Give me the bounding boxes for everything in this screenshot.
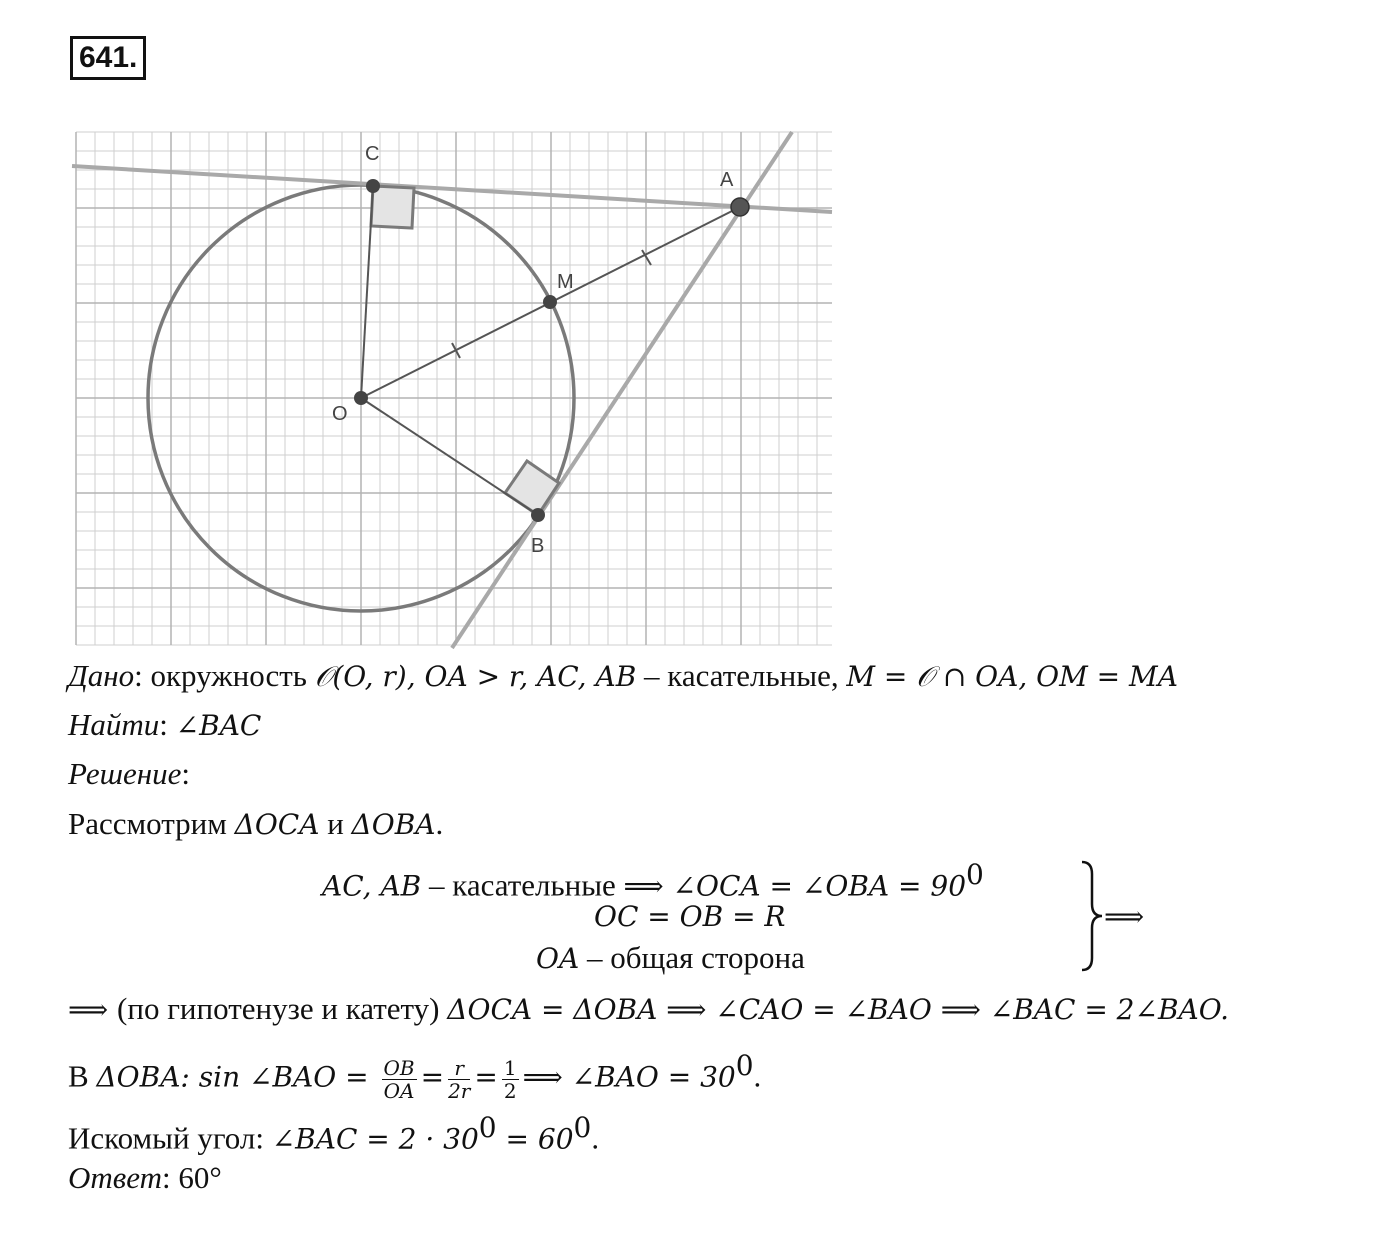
frac3-top: 1	[503, 1055, 517, 1080]
line5-text: (по гипотенузе и катету)	[117, 991, 448, 1026]
given-mid: – касательные,	[636, 658, 847, 693]
point-m	[543, 295, 557, 309]
point-o	[354, 391, 368, 405]
answer-line	[68, 1158, 222, 1198]
consider-math-2: ΔOBA	[351, 808, 436, 841]
sys3-text: – общая сторона	[579, 940, 805, 975]
fraction-1-2	[502, 1057, 519, 1102]
line6-text-a: В	[68, 1058, 97, 1094]
frac1-bottom: OA	[383, 1078, 415, 1103]
sys2-math: OC = OB = R	[594, 900, 786, 933]
frac2-top: r	[448, 1057, 470, 1080]
answer-label: Ответ	[68, 1160, 162, 1195]
line7-sup-2: 0	[573, 1111, 592, 1144]
line7-math-b: ∠BAC = 2 · 30	[271, 1122, 479, 1156]
sys1-math-c: ⟹ ∠OCA = ∠OBA = 90	[623, 869, 967, 903]
line7-end: .	[591, 1120, 600, 1156]
consider-math-1: ΔOCA	[234, 808, 320, 841]
consider-line	[68, 804, 443, 845]
consider-text-c: .	[435, 806, 444, 841]
system-line-2	[594, 896, 786, 937]
given-label: Дано	[68, 658, 135, 693]
system-brace	[1076, 858, 1106, 974]
grid-major	[76, 132, 832, 645]
line7-text: Искомый угол:	[68, 1120, 272, 1156]
problem-number: 641.	[70, 36, 146, 80]
label-m: M	[557, 271, 574, 293]
line6-math-b: ΔOBA	[96, 1060, 181, 1094]
given-line	[68, 656, 1178, 697]
frac1-top: OB	[383, 1055, 415, 1080]
label-a: A	[720, 169, 734, 191]
find-math: ∠BAC	[175, 709, 262, 742]
find-line	[68, 705, 261, 746]
sys1-text: – касательные	[421, 867, 624, 903]
line5-arrow: ⟹	[68, 993, 118, 1026]
fraction-r-2r	[448, 1057, 470, 1102]
segment-ob	[361, 398, 538, 515]
segment-oc	[361, 186, 373, 398]
solution-label: Решение	[68, 756, 182, 791]
consider-text-a: Рассмотрим	[68, 806, 235, 841]
find-colon: :	[159, 707, 176, 742]
eq-1: =	[420, 1060, 445, 1094]
find-label: Найти	[68, 707, 160, 742]
solution-line	[68, 754, 190, 794]
frac2-bottom: 2r	[448, 1078, 471, 1103]
line6-sup: 0	[735, 1049, 754, 1082]
label-o: O	[332, 403, 348, 425]
frac3-bottom: 2	[503, 1078, 517, 1103]
consider-text-b: и	[319, 806, 352, 841]
result-line	[68, 1108, 599, 1159]
system-arrow-glyph: ⟹	[1104, 900, 1145, 933]
solution-colon: :	[181, 756, 190, 791]
line7-math-c: = 60	[496, 1122, 574, 1156]
sys1-math-a: AC, AB	[322, 869, 422, 903]
sys1-sup: 0	[966, 858, 984, 891]
line6-math-d: ⟹ ∠BAO = 30	[522, 1060, 736, 1094]
line7-sup-1: 0	[478, 1111, 497, 1144]
answer-value: : 60°	[161, 1160, 222, 1195]
point-b	[531, 508, 545, 522]
line6-end: .	[753, 1058, 762, 1094]
system-arrow	[1104, 896, 1144, 937]
line5-math: ΔOCA = ΔOBA ⟹ ∠CAO = ∠BAO ⟹ ∠BAC = 2∠BAO.	[447, 993, 1229, 1026]
given-math-2: M = 𝒪 ∩ OA, OM = MA	[846, 660, 1178, 693]
fraction-ob-oa	[382, 1057, 417, 1102]
congruence-line	[68, 989, 1229, 1030]
label-c: C	[365, 143, 380, 165]
given-math-1: 𝒪(O, r), OA > r, AC, AB	[314, 660, 637, 693]
point-a	[731, 198, 749, 216]
grid	[76, 132, 832, 645]
sine-line	[68, 1046, 761, 1102]
line6-math-c: : sin ∠BAO =	[180, 1060, 378, 1094]
label-b: B	[531, 535, 545, 557]
sys3-math: OA	[536, 942, 580, 975]
right-angle-c	[371, 186, 414, 228]
given-text: : окружность	[134, 658, 315, 693]
eq-2: =	[474, 1060, 498, 1094]
point-c	[366, 179, 380, 193]
system-line-3	[536, 938, 805, 979]
